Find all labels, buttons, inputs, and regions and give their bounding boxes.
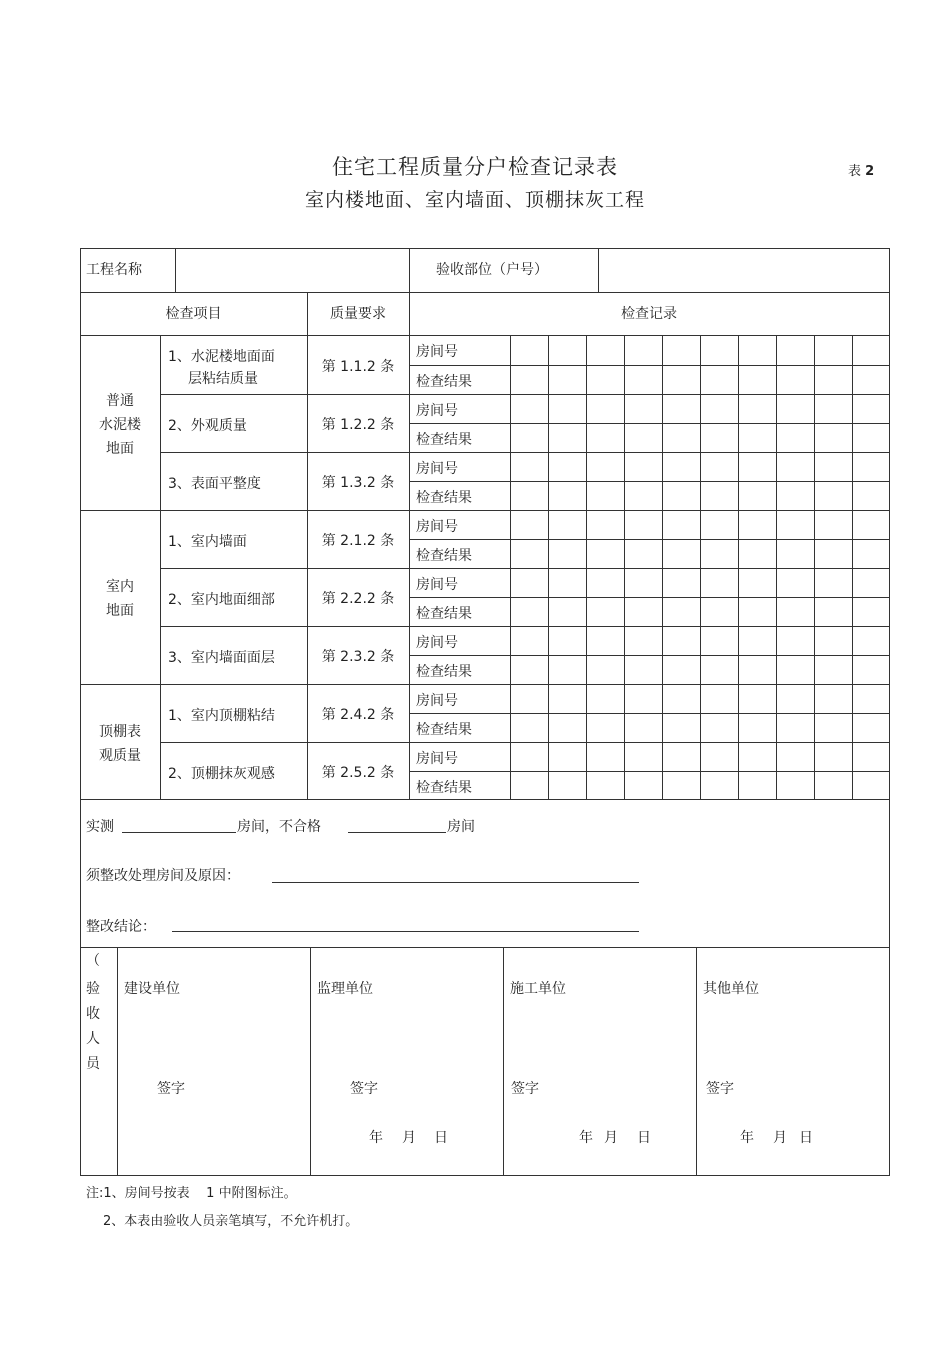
room-number-cell[interactable] — [739, 453, 776, 481]
room-number-cell[interactable] — [663, 395, 700, 423]
room-number-cell[interactable] — [701, 511, 738, 539]
inspection-item-name: 层粘结质量 — [188, 370, 258, 387]
room-number-cell[interactable] — [739, 685, 776, 713]
check-result-cell[interactable] — [625, 482, 662, 510]
check-result-cell[interactable] — [739, 366, 776, 394]
check-result-label: 检查结果 — [416, 606, 472, 622]
room-number-cell[interactable] — [587, 395, 624, 423]
acceptor-unit-name: 监理单位 — [317, 981, 373, 997]
signature-label: 签字 — [157, 1081, 185, 1097]
column-header-item: 检查项目 — [165, 306, 222, 322]
grid-line — [503, 947, 504, 1176]
room-number-cell[interactable] — [549, 685, 586, 713]
room-number-cell[interactable] — [815, 743, 852, 771]
room-number-cell[interactable] — [739, 395, 776, 423]
signature-area[interactable] — [701, 1000, 881, 1070]
unqualified-rooms-blank[interactable] — [348, 832, 446, 833]
check-result-cell[interactable] — [739, 598, 776, 626]
room-number-cell[interactable] — [663, 743, 700, 771]
conclusion-blank[interactable] — [172, 931, 639, 932]
acceptor-unit-name: 建设单位 — [124, 981, 180, 997]
room-number-cell[interactable] — [511, 336, 548, 365]
room-number-cell[interactable] — [815, 627, 852, 655]
check-result-label: 检查结果 — [416, 548, 472, 564]
date-day-label: 日 — [799, 1130, 813, 1146]
check-result-cell[interactable] — [625, 424, 662, 452]
check-result-cell[interactable] — [739, 540, 776, 568]
check-result-label: 检查结果 — [416, 432, 472, 448]
signature-area[interactable] — [508, 1000, 688, 1070]
check-result-cell[interactable] — [853, 540, 889, 568]
room-number-cell[interactable] — [587, 743, 624, 771]
check-result-cell[interactable] — [511, 540, 548, 568]
room-number-cell[interactable] — [625, 685, 662, 713]
room-number-label: 房间号 — [416, 403, 458, 419]
room-number-cell[interactable] — [701, 453, 738, 481]
room-number-cell[interactable] — [587, 685, 624, 713]
room-number-label: 房间号 — [416, 577, 458, 593]
check-result-cell[interactable] — [777, 772, 814, 799]
room-number-cell[interactable] — [739, 743, 776, 771]
group-name: 顶棚表 — [99, 723, 141, 740]
page-subtitle: 室内楼地面、室内墙面、顶棚抹灰工程 — [304, 189, 645, 211]
check-result-cell[interactable] — [701, 424, 738, 452]
check-result-cell[interactable] — [625, 656, 662, 684]
check-result-cell[interactable] — [511, 598, 548, 626]
group-name: 普通 — [106, 392, 134, 409]
check-result-cell[interactable] — [549, 366, 586, 394]
signature-label: 签字 — [350, 1081, 378, 1097]
check-result-cell[interactable] — [663, 656, 700, 684]
table-number-value: 2 — [865, 164, 875, 179]
check-result-cell[interactable] — [511, 424, 548, 452]
grid-line — [696, 947, 697, 1176]
inspection-item-name: 2、外观质量 — [168, 418, 247, 434]
grid-line — [175, 248, 176, 293]
conclusion-label: 整改结论： — [86, 919, 156, 935]
acceptor-side-label: 收 — [86, 1006, 100, 1022]
room-number-cell[interactable] — [549, 395, 586, 423]
check-result-cell[interactable] — [511, 772, 548, 799]
room-number-cell[interactable] — [587, 336, 624, 365]
check-result-cell[interactable] — [587, 366, 624, 394]
check-result-cell[interactable] — [549, 424, 586, 452]
project-name-field[interactable] — [182, 259, 402, 277]
column-header-requirement: 质量要求 — [330, 306, 386, 322]
quality-requirement: 第 1.2.2 条 — [321, 417, 395, 433]
room-number-label: 房间号 — [416, 751, 458, 767]
date-year-label: 年 — [740, 1130, 754, 1146]
form-border — [889, 248, 890, 1176]
date-year-label: 年 — [579, 1130, 593, 1146]
room-number-cell[interactable] — [511, 685, 548, 713]
check-result-cell[interactable] — [625, 772, 662, 799]
group-name: 水泥楼 — [99, 416, 141, 433]
quality-requirement: 第 2.3.2 条 — [321, 649, 395, 665]
check-result-cell[interactable] — [701, 772, 738, 799]
room-number-cell[interactable] — [625, 453, 662, 481]
room-number-cell[interactable] — [701, 336, 738, 365]
check-result-cell[interactable] — [701, 482, 738, 510]
check-result-cell[interactable] — [815, 714, 852, 742]
check-result-cell[interactable] — [587, 714, 624, 742]
room-number-cell[interactable] — [777, 511, 814, 539]
room-number-label: 房间号 — [416, 519, 458, 535]
column-header-record: 检查记录 — [621, 306, 677, 322]
inspection-item-name: 2、室内地面细部 — [168, 592, 275, 608]
item-divider — [160, 799, 890, 800]
group-name: 地面 — [106, 603, 134, 619]
check-result-cell[interactable] — [663, 424, 700, 452]
quality-requirement: 第 2.5.2 条 — [321, 765, 395, 781]
rectify-label: 须整改处理房间及原因： — [86, 868, 240, 884]
check-result-cell[interactable] — [625, 366, 662, 394]
grid-line — [310, 947, 311, 1176]
inspection-item-name: 3、表面平整度 — [168, 476, 261, 492]
signature-area[interactable] — [122, 1000, 302, 1070]
room-number-cell[interactable] — [549, 336, 586, 365]
check-result-cell[interactable] — [587, 656, 624, 684]
check-result-cell[interactable] — [587, 482, 624, 510]
check-result-cell[interactable] — [625, 540, 662, 568]
room-number-cell[interactable] — [625, 395, 662, 423]
check-result-cell[interactable] — [511, 366, 548, 394]
room-number-cell[interactable] — [587, 453, 624, 481]
check-result-cell[interactable] — [777, 482, 814, 510]
check-result-cell[interactable] — [511, 482, 548, 510]
room-number-cell[interactable] — [777, 336, 814, 365]
check-result-cell[interactable] — [549, 540, 586, 568]
check-result-cell[interactable] — [815, 772, 852, 799]
date-year-label: 年 — [369, 1130, 383, 1146]
check-result-cell[interactable] — [701, 598, 738, 626]
acceptor-side-label: （ — [86, 953, 100, 969]
room-number-cell[interactable] — [511, 569, 548, 597]
acceptor-unit-name: 施工单位 — [510, 981, 566, 997]
measured-rooms-blank[interactable] — [122, 832, 236, 833]
check-result-cell[interactable] — [777, 598, 814, 626]
acceptor-unit-name: 其他单位 — [703, 981, 759, 997]
check-result-cell[interactable] — [587, 540, 624, 568]
check-result-cell[interactable] — [549, 772, 586, 799]
inspection-item-name: 1、室内墙面 — [168, 534, 247, 550]
check-result-cell[interactable] — [853, 424, 889, 452]
quality-requirement: 第 1.1.2 条 — [321, 359, 395, 375]
check-result-label: 检查结果 — [416, 722, 472, 738]
room-number-cell[interactable] — [549, 511, 586, 539]
room-number-cell[interactable] — [549, 627, 586, 655]
check-result-cell[interactable] — [663, 540, 700, 568]
room-number-cell[interactable] — [853, 453, 889, 481]
room-number-cell[interactable] — [663, 511, 700, 539]
rooms-label: 房间 — [447, 819, 475, 835]
room-number-cell[interactable] — [777, 453, 814, 481]
check-result-cell[interactable] — [701, 366, 738, 394]
room-number-cell[interactable] — [739, 569, 776, 597]
acceptor-side-label: 验 — [86, 981, 100, 997]
check-result-cell[interactable] — [815, 366, 852, 394]
room-number-cell[interactable] — [815, 511, 852, 539]
room-number-cell[interactable] — [587, 627, 624, 655]
room-number-cell[interactable] — [701, 627, 738, 655]
room-number-cell[interactable] — [625, 336, 662, 365]
room-number-cell[interactable] — [853, 395, 889, 423]
inspection-item-name: 1、水泥楼地面面 — [168, 348, 275, 365]
form-border — [80, 248, 890, 249]
check-result-cell[interactable] — [739, 424, 776, 452]
room-number-cell[interactable] — [663, 569, 700, 597]
room-number-cell[interactable] — [853, 511, 889, 539]
check-result-cell[interactable] — [587, 598, 624, 626]
check-result-cell[interactable] — [549, 656, 586, 684]
quality-requirement: 第 2.4.2 条 — [321, 707, 395, 723]
room-number-cell[interactable] — [549, 569, 586, 597]
check-result-cell[interactable] — [663, 598, 700, 626]
room-number-label: 房间号 — [416, 461, 458, 477]
room-number-cell[interactable] — [511, 453, 548, 481]
room-number-cell[interactable] — [777, 627, 814, 655]
check-result-cell[interactable] — [815, 540, 852, 568]
room-number-cell[interactable] — [815, 569, 852, 597]
room-number-cell[interactable] — [853, 336, 889, 365]
check-result-cell[interactable] — [625, 598, 662, 626]
measured-label: 实测 — [86, 819, 114, 835]
room-number-cell[interactable] — [511, 743, 548, 771]
room-number-cell[interactable] — [777, 743, 814, 771]
check-result-cell[interactable] — [663, 772, 700, 799]
project-name-label: 工程名称 — [86, 262, 142, 278]
room-number-cell[interactable] — [777, 685, 814, 713]
check-result-cell[interactable] — [739, 714, 776, 742]
check-result-cell[interactable] — [777, 656, 814, 684]
grid-line — [117, 947, 118, 1176]
room-number-cell[interactable] — [511, 627, 548, 655]
rooms-unqualified-label: 房间，不合格 — [237, 819, 321, 835]
room-number-cell[interactable] — [739, 511, 776, 539]
room-number-cell[interactable] — [739, 336, 776, 365]
quality-requirement: 第 2.2.2 条 — [321, 591, 395, 607]
room-number-cell[interactable] — [549, 453, 586, 481]
inspection-item-name: 1、室内顶棚粘结 — [168, 708, 275, 724]
check-result-cell[interactable] — [739, 772, 776, 799]
signature-area[interactable] — [315, 1000, 495, 1070]
room-number-cell[interactable] — [587, 569, 624, 597]
check-result-cell[interactable] — [853, 482, 889, 510]
room-number-cell[interactable] — [701, 569, 738, 597]
room-number-cell[interactable] — [853, 569, 889, 597]
page-title: 住宅工程质量分户检查记录表 — [332, 155, 618, 179]
room-number-cell[interactable] — [853, 685, 889, 713]
room-number-cell[interactable] — [625, 627, 662, 655]
signature-label: 签字 — [511, 1081, 539, 1097]
room-number-cell[interactable] — [701, 395, 738, 423]
room-number-cell[interactable] — [815, 336, 852, 365]
check-result-cell[interactable] — [663, 714, 700, 742]
table-number-label: 表 — [848, 164, 862, 179]
group-name: 地面 — [106, 440, 134, 457]
form-border — [80, 1175, 890, 1176]
room-number-cell[interactable] — [815, 395, 852, 423]
check-result-cell[interactable] — [777, 714, 814, 742]
room-number-label: 房间号 — [416, 693, 458, 709]
room-number-cell[interactable] — [625, 511, 662, 539]
section-divider — [80, 947, 890, 948]
check-result-cell[interactable] — [701, 656, 738, 684]
room-number-label: 房间号 — [416, 635, 458, 651]
check-result-cell[interactable] — [777, 540, 814, 568]
check-result-cell[interactable] — [853, 366, 889, 394]
acceptance-location-field[interactable] — [606, 259, 881, 277]
acceptor-side-label: 人 — [86, 1031, 100, 1047]
check-result-cell[interactable] — [587, 772, 624, 799]
room-number-cell[interactable] — [701, 743, 738, 771]
room-number-cell[interactable] — [625, 743, 662, 771]
check-result-cell[interactable] — [549, 482, 586, 510]
check-result-label: 检查结果 — [416, 490, 472, 506]
rectify-blank[interactable] — [272, 882, 639, 883]
check-result-cell[interactable] — [853, 714, 889, 742]
check-result-cell[interactable] — [777, 366, 814, 394]
grid-line — [80, 292, 890, 293]
group-name: 观质量 — [99, 747, 141, 764]
footnote: 2、本表由验收人员亲笔填写，不允许机打。 — [103, 1214, 359, 1229]
inspection-item-name: 2、顶棚抹灰观感 — [168, 765, 275, 782]
room-number-cell[interactable] — [853, 743, 889, 771]
room-number-cell[interactable] — [777, 395, 814, 423]
room-number-cell[interactable] — [815, 685, 852, 713]
room-number-cell[interactable] — [587, 511, 624, 539]
check-result-cell[interactable] — [853, 598, 889, 626]
check-result-label: 检查结果 — [416, 374, 472, 390]
form-border — [80, 248, 81, 1176]
inspection-item-name: 3、室内墙面面层 — [168, 650, 275, 666]
date-day-label: 日 — [434, 1130, 448, 1146]
room-number-label: 房间号 — [416, 344, 458, 360]
table-number — [848, 160, 874, 179]
room-number-cell[interactable] — [739, 627, 776, 655]
check-result-cell[interactable] — [815, 424, 852, 452]
footnote: 注:1、房间号按表 1 中附图标注。 — [86, 1186, 297, 1201]
check-result-cell[interactable] — [663, 482, 700, 510]
room-number-cell[interactable] — [815, 453, 852, 481]
room-number-cell[interactable] — [549, 743, 586, 771]
check-result-cell[interactable] — [853, 656, 889, 684]
check-result-cell[interactable] — [815, 482, 852, 510]
group-name: 室内 — [106, 579, 134, 595]
room-number-cell[interactable] — [663, 336, 700, 365]
date-month-label: 月 — [402, 1130, 416, 1146]
date-day-label: 日 — [637, 1130, 651, 1146]
check-result-cell[interactable] — [511, 656, 548, 684]
check-result-cell[interactable] — [625, 714, 662, 742]
acceptance-location-label: 验收部位（户号） — [436, 262, 548, 278]
room-number-cell[interactable] — [777, 569, 814, 597]
check-result-label: 检查结果 — [416, 664, 472, 680]
check-result-cell[interactable] — [701, 714, 738, 742]
check-result-cell[interactable] — [777, 424, 814, 452]
signature-label: 签字 — [706, 1081, 734, 1097]
check-result-cell[interactable] — [663, 366, 700, 394]
date-month-label: 月 — [773, 1130, 787, 1146]
check-result-label: 检查结果 — [416, 780, 472, 796]
check-result-cell[interactable] — [815, 598, 852, 626]
room-number-cell[interactable] — [663, 627, 700, 655]
check-result-cell[interactable] — [739, 656, 776, 684]
grid-line — [409, 248, 410, 293]
room-number-cell[interactable] — [701, 685, 738, 713]
acceptor-side-label: 员 — [86, 1056, 100, 1072]
room-number-cell[interactable] — [625, 569, 662, 597]
check-result-cell[interactable] — [739, 482, 776, 510]
check-result-cell[interactable] — [587, 424, 624, 452]
check-result-cell[interactable] — [511, 714, 548, 742]
check-result-cell[interactable] — [549, 714, 586, 742]
room-number-cell[interactable] — [511, 395, 548, 423]
date-month-label: 月 — [604, 1130, 618, 1146]
check-result-cell[interactable] — [701, 540, 738, 568]
check-result-cell[interactable] — [853, 772, 889, 799]
quality-requirement: 第 2.1.2 条 — [321, 533, 395, 549]
quality-requirement: 第 1.3.2 条 — [321, 475, 395, 491]
grid-line — [598, 248, 599, 293]
room-number-cell[interactable] — [663, 685, 700, 713]
room-number-cell[interactable] — [853, 627, 889, 655]
check-result-cell[interactable] — [815, 656, 852, 684]
room-number-cell[interactable] — [663, 453, 700, 481]
check-result-cell[interactable] — [549, 598, 586, 626]
room-number-cell[interactable] — [511, 511, 548, 539]
